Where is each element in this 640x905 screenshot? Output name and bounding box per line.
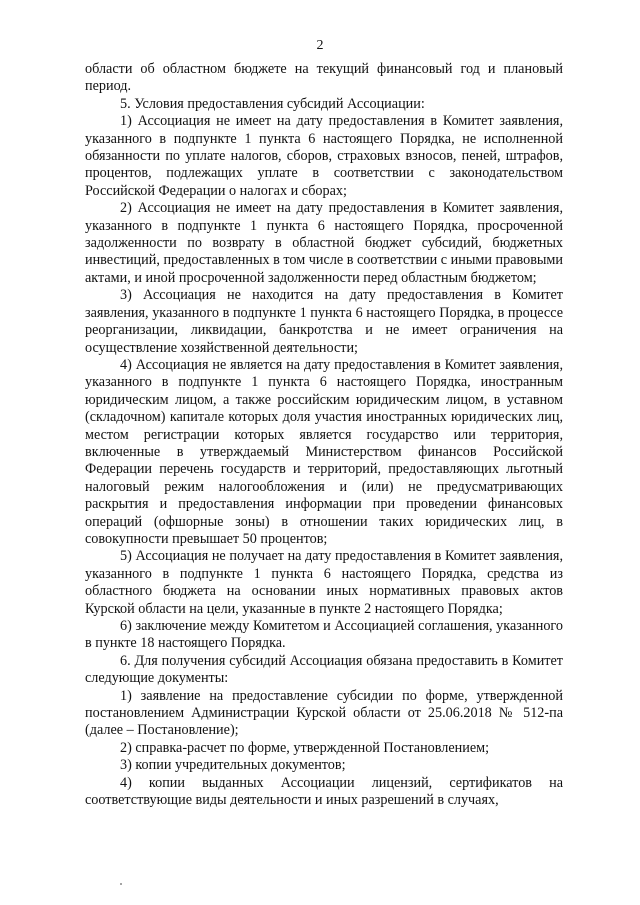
paragraph-section-6-heading: 6. Для получения субсидий Ассоциация обязана предоставить в Комитет следующие документы: xyxy=(85,652,563,687)
paragraph-condition-4: 4) Ассоциация не является на дату предоставления в Комитет заявления, указанного в подпункте 1 пункта 6 настоящего Порядка, иностранным юридическим лицом, а также российским юридическим лицом, в уставном (складочном) капитале которых доля участия иностранных юридических лиц, местом регистрации которых является государство или территория, включенные в утверждаемый Министерством финансов Российской Федерации перечень государств и территорий, предоставляющих льготный налоговый режим налогообложения и (или) не предусматривающих раскрытия и предоставления информации при проведении финансовых операций (офшорные зоны) в отношении таких юридических лиц, в совокупности превышает 50 процентов; xyxy=(85,356,563,547)
scan-speck xyxy=(120,883,122,885)
paragraph-document-1: 1) заявление на предоставление субсидии по форме, утвержденной постановлением Администрации Курской области от 25.06.2018 № 512-па (далее – Постановление); xyxy=(85,687,563,739)
document-body xyxy=(85,61,563,809)
paragraph-section-5-heading: 5. Условия предоставления субсидий Ассоциации: xyxy=(120,95,425,112)
paragraph-condition-1: 1) Ассоциация не имеет на дату предоставления в Комитет заявления, указанного в подпункте 1 пункта 6 настоящего Порядка, не исполненной обязанности по уплате налогов, сборов, страховых взносов, пеней, штрафов, процентов, подлежащих уплате в соответствии с законодательством Российской Федерации о налогах и сборах; xyxy=(85,113,563,199)
paragraph-condition-5: 5) Ассоциация не получает на дату предоставления в Комитет заявления, указанного в подпункте 1 пункта 6 настоящего Порядка, средства из областного бюджета на основании иных нормативных правовых актов Курской области на цели, указанные в пункте 2 настоящего Порядка; xyxy=(85,548,563,617)
paragraph-document-4: 4) копии выданных Ассоциации лицензий, сертификатов на соответствующие виды деятельности и иных разрешений в случаях, xyxy=(85,774,563,809)
paragraph-condition-3: 3) Ассоциация не находится на дату предоставления в Комитет заявления, указанного в подпункте 1 пункта 6 настоящего Порядка, в процессе реорганизации, ликвидации, банкротства и не имеет ограничения на осуществление хозяйственной деятельности; xyxy=(85,287,563,356)
page-number: 2 xyxy=(316,38,324,53)
paragraph-continuation: области об областном бюджете на текущий финансовый год и плановый период. xyxy=(85,61,563,95)
paragraph-condition-2: 2) Ассоциация не имеет на дату предоставления в Комитет заявления, указанного в подпункте 1 пункта 6 настоящего Порядка, просроченной задолженности по возврату в областной бюджет субсидий, бюджетных инвестиций, предоставленных в том числе в соответствии с иными правовыми актами, и иной просроченной задолженности перед областным бюджетом; xyxy=(85,200,563,286)
paragraph-document-3: 3) копии учредительных документов; xyxy=(120,757,346,774)
paragraph-document-2: 2) справка-расчет по форме, утвержденной Постановлением; xyxy=(120,739,490,756)
paragraph-condition-6: 6) заключение между Комитетом и Ассоциацией соглашения, указанного в пункте 18 настоящего Порядка. xyxy=(85,618,563,652)
